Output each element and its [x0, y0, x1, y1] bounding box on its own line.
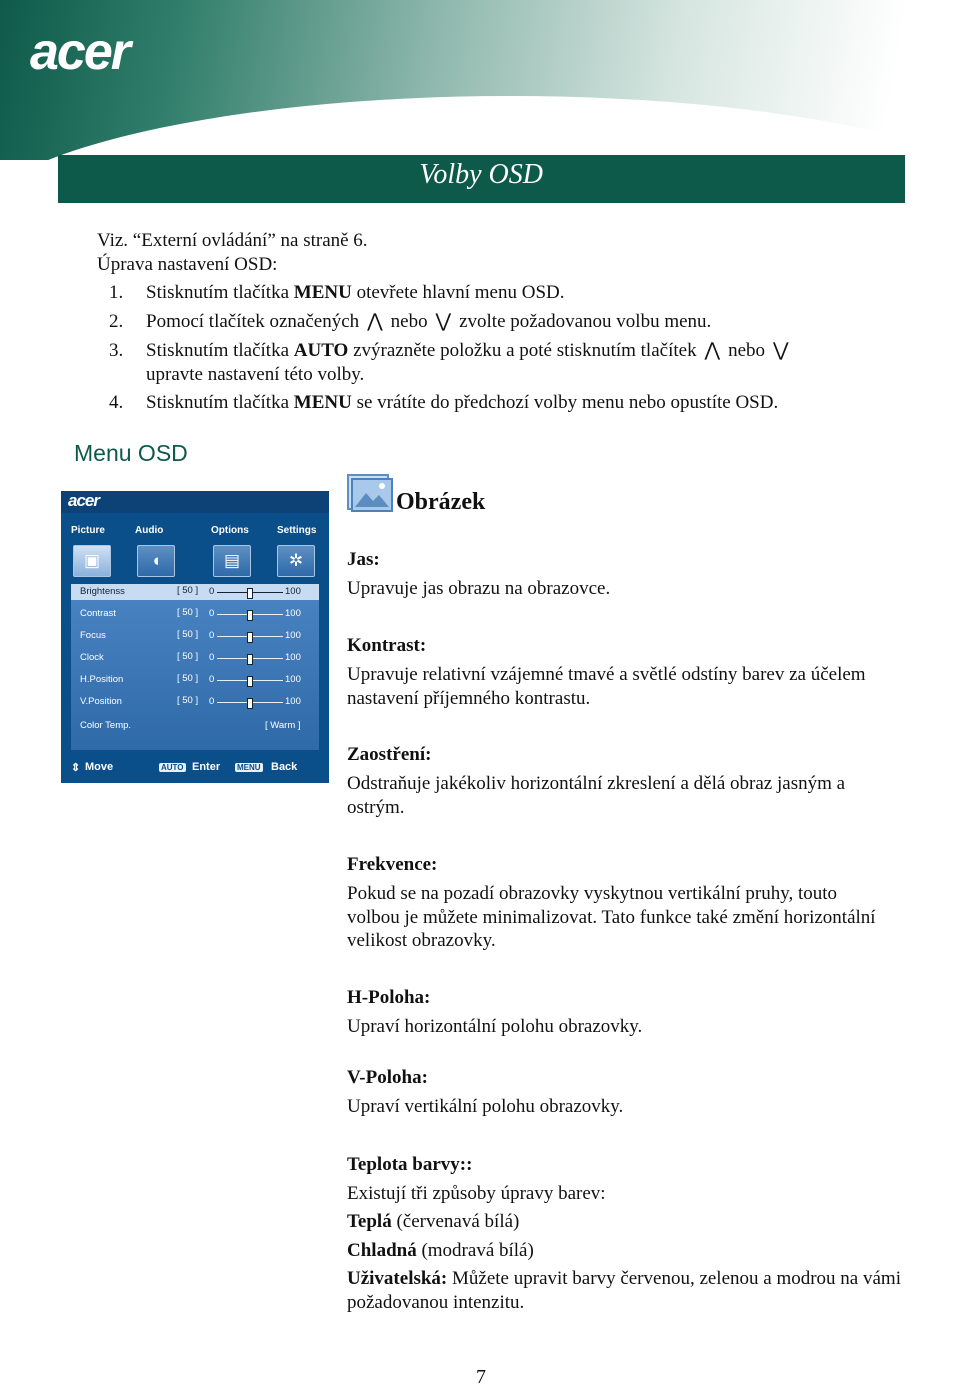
warm-option: [347, 1210, 907, 1234]
item-text: Odstraňuje jakékoliv horizontální zkreslení a dělá obraz jasným a ostrým.: [347, 773, 846, 818]
down-arrow-icon: ⋁: [435, 311, 452, 332]
step-text: se vrátíte do předchozí volby menu nebo opustíte OSD.: [351, 392, 779, 413]
osd-row-value: [ 50 ]: [177, 629, 199, 640]
step-text: Stisknutím tlačítka: [146, 340, 294, 361]
step-key: AUTO: [293, 340, 349, 361]
osd-row-min: 0: [209, 586, 215, 597]
step-1: [146, 281, 565, 305]
option-desc: (červenavá bílá): [391, 1211, 520, 1232]
step-text: zvýrazněte položku a poté stisknutím tlačítek: [348, 340, 697, 361]
osd-row-max: 100: [285, 652, 301, 663]
osd-tab-icons: [61, 543, 329, 577]
step-4: [146, 391, 778, 415]
auto-badge: AUTO: [161, 763, 184, 772]
cool-option: [347, 1239, 907, 1263]
item-heading: Zaostření:: [347, 744, 432, 765]
osd-row-brightness[interactable]: [71, 584, 319, 600]
step-number: 2.: [109, 311, 124, 332]
picture-section-title: Obrázek: [396, 489, 486, 515]
user-option: [347, 1267, 907, 1314]
footer-enter: Enter: [192, 761, 221, 773]
acer-logo: acer: [30, 23, 129, 81]
step-text: nebo: [390, 311, 428, 332]
title-bar: [58, 155, 905, 203]
osd-row-label: Clock: [80, 652, 104, 663]
item-text: Upraví vertikální polohu obrazovky.: [347, 1096, 624, 1117]
osd-row-max: 100: [285, 586, 301, 597]
up-arrow-icon: ⋀: [704, 340, 721, 361]
osd-row-label: Contrast: [80, 608, 116, 619]
step-key: MENU: [293, 392, 352, 413]
step-text: nebo: [728, 340, 766, 361]
picture-icon[interactable]: ▣: [73, 545, 111, 577]
osd-row-value: [ 50 ]: [177, 651, 199, 662]
osd-menu-screenshot: [61, 491, 329, 783]
step-2: [146, 310, 711, 334]
step-3: [146, 339, 792, 363]
osd-row-value: [ 50 ]: [177, 585, 199, 596]
osd-row-min: 0: [209, 674, 215, 685]
step-text: Stisknutím tlačítka: [146, 282, 294, 303]
footer-move: Move: [85, 761, 114, 773]
osd-row-label: H.Position: [80, 674, 124, 685]
osd-row-min: 0: [209, 630, 215, 641]
osd-row-h-position[interactable]: [71, 672, 319, 688]
step-text: otevřete hlavní menu OSD.: [351, 282, 565, 303]
gear-icon[interactable]: ✲: [277, 545, 315, 577]
osd-row-color-temp[interactable]: [71, 718, 319, 734]
item-heading: Jas:: [347, 549, 380, 570]
item-text: Existují tři způsoby úpravy barev:: [347, 1183, 606, 1204]
osd-row-value: [ 50 ]: [177, 607, 199, 618]
osd-row-contrast[interactable]: [71, 606, 319, 622]
picture-icon: [346, 473, 394, 513]
osd-row-value: [ 50 ]: [177, 673, 199, 684]
item-text: Upravuje relativní vzájemné tmavé a světlé odstíny barev za účelem nastavení příjemného kontrastu.: [347, 664, 866, 709]
osd-slider-knob[interactable]: [247, 698, 253, 709]
page-title: Volby OSD: [419, 159, 543, 190]
osd-slider-knob[interactable]: [247, 632, 253, 643]
options-icon[interactable]: ▤: [213, 545, 251, 577]
osd-row-focus[interactable]: [71, 628, 319, 644]
item-heading: Teplota barvy::: [347, 1154, 473, 1175]
osd-row-min: 0: [209, 696, 215, 707]
item-text: Upraví horizontální polohu obrazovky.: [347, 1016, 643, 1037]
osd-row-label: V.Position: [80, 696, 122, 707]
osd-row-value: [ 50 ]: [177, 695, 199, 706]
osd-topbar: [61, 491, 329, 513]
footer-back: Back: [271, 761, 298, 773]
item-heading: V-Poloha:: [347, 1067, 428, 1088]
item-text: Pokud se na pozadí obrazovky vyskytnou vertikální pruhy, touto volbou je můžete minimalizovat. Tato funkce také změní horizontální velikost obrazovky.: [347, 883, 876, 951]
osd-row-max: 100: [285, 630, 301, 641]
osd-row-max: 100: [285, 608, 301, 619]
osd-settings-panel: [71, 584, 319, 750]
osd-row-clock[interactable]: [71, 650, 319, 666]
tab-picture[interactable]: Picture: [71, 525, 105, 536]
speaker-icon[interactable]: ◖: [137, 545, 175, 577]
section-title: Menu OSD: [74, 440, 188, 466]
osd-slider-knob[interactable]: [247, 588, 253, 599]
step-number: 1.: [109, 282, 124, 303]
osd-footer: [61, 757, 329, 779]
option-desc: Můžete upravit barvy červenou, zelenou a modrou na vámi požadovanou intenzitu.: [347, 1268, 901, 1313]
tab-audio[interactable]: Audio: [135, 525, 164, 536]
option-name: Uživatelská:: [347, 1268, 448, 1289]
osd-row-label: Brightenss: [80, 586, 125, 597]
down-arrow-icon: ⋁: [772, 340, 789, 361]
step-key: MENU: [293, 282, 352, 303]
osd-slider-knob[interactable]: [247, 654, 253, 665]
osd-row-label: Focus: [80, 630, 106, 641]
step-number: 4.: [109, 392, 124, 413]
menu-badge: MENU: [237, 763, 261, 772]
step-text: Pomocí tlačítek označených: [146, 311, 360, 332]
osd-row-max: 100: [285, 674, 301, 685]
osd-logo: acer: [68, 491, 99, 510]
up-arrow-icon: ⋀: [367, 311, 383, 332]
option-name: Teplá: [347, 1211, 392, 1232]
osd-slider-knob[interactable]: [247, 676, 253, 687]
intro-line-2: Úprava nastavení OSD:: [97, 254, 278, 275]
item-heading: H-Poloha:: [347, 987, 431, 1008]
page-number: 7: [476, 1366, 486, 1388]
option-name: Chladná: [347, 1240, 417, 1261]
item-text: Upravuje jas obrazu na obrazovce.: [347, 578, 611, 599]
step-text: zvolte požadovanou volbu menu.: [459, 311, 712, 332]
intro-line-1: Viz. “Externí ovládání” na straně 6.: [97, 230, 368, 251]
item-heading: Frekvence:: [347, 854, 438, 875]
tab-settings[interactable]: Settings: [277, 525, 317, 536]
osd-slider-knob[interactable]: [247, 610, 253, 621]
step-number: 3.: [109, 340, 124, 361]
osd-row-value: [ Warm ]: [265, 720, 301, 731]
osd-row-v-position[interactable]: [71, 694, 319, 710]
osd-row-min: 0: [209, 608, 215, 619]
osd-row-label: Color Temp.: [80, 720, 132, 731]
tab-options[interactable]: Options: [211, 525, 249, 536]
step-3-cont: upravte nastavení této volby.: [146, 364, 365, 385]
option-desc: (modravá bílá): [416, 1240, 534, 1261]
step-text: Stisknutím tlačítka: [146, 392, 294, 413]
osd-row-max: 100: [285, 696, 301, 707]
osd-row-min: 0: [209, 652, 215, 663]
move-arrows-icon: ⇕: [71, 762, 81, 774]
item-heading: Kontrast:: [347, 635, 427, 656]
